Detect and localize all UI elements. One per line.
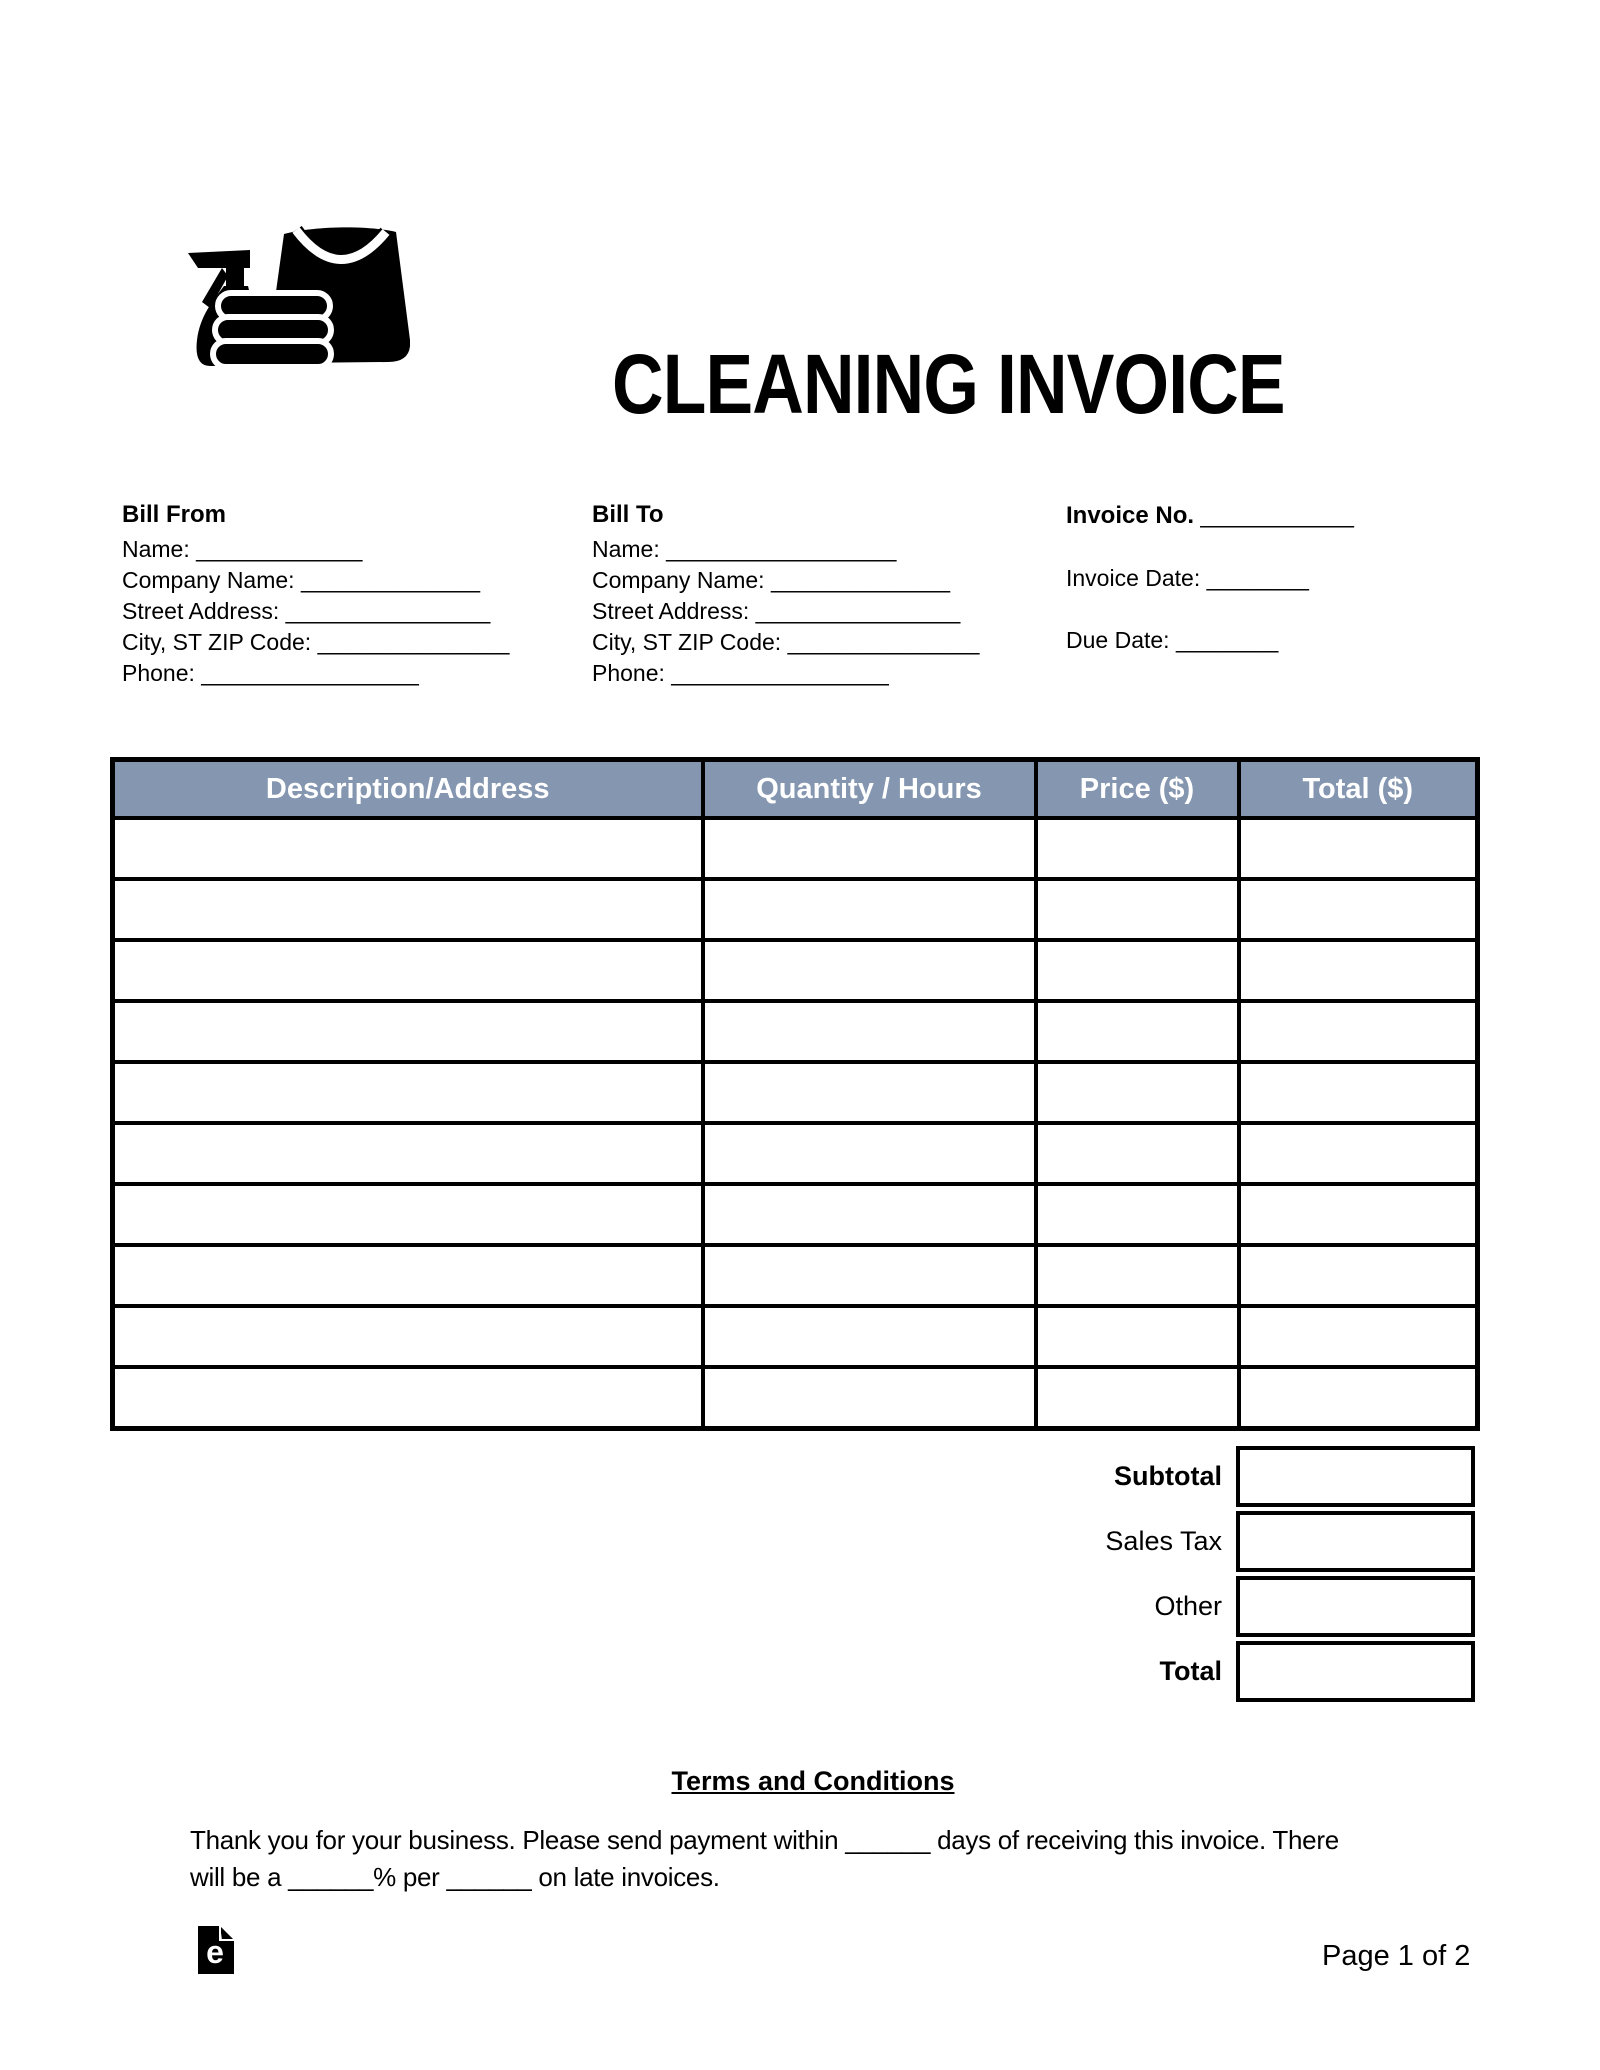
table-row — [113, 879, 1478, 940]
table-cell — [1239, 1245, 1478, 1306]
line-items-body — [113, 818, 1478, 1429]
table-cell — [113, 1367, 703, 1429]
terms-heading: Terms and Conditions — [671, 1766, 955, 1796]
table-cell — [703, 940, 1036, 1001]
bill-from-name: Name: _____________ — [122, 536, 363, 562]
table-cell — [1239, 879, 1478, 940]
bill-to-section — [592, 500, 1032, 689]
bill-from-city: City, ST ZIP Code: _______________ — [122, 629, 510, 655]
table-cell — [1036, 1306, 1239, 1367]
table-row — [113, 1123, 1478, 1184]
invoice-date-field: Invoice Date: ________ — [1066, 565, 1309, 591]
table-cell — [113, 1245, 703, 1306]
other-value-box — [1236, 1576, 1475, 1637]
total-label: Total — [1159, 1656, 1222, 1686]
table-row — [113, 1245, 1478, 1306]
invoice-number-field: Invoice No. ____________ — [1066, 502, 1354, 529]
table-cell — [1239, 1367, 1478, 1429]
table-cell — [703, 1062, 1036, 1123]
table-cell — [1036, 940, 1239, 1001]
table-cell — [1239, 940, 1478, 1001]
table-row — [113, 1367, 1478, 1429]
table-cell — [703, 1367, 1036, 1429]
table-cell — [1036, 1123, 1239, 1184]
table-cell — [1239, 1123, 1478, 1184]
bill-to-city: City, ST ZIP Code: _______________ — [592, 629, 980, 655]
bill-to-heading: Bill To — [592, 501, 664, 528]
sales-tax-value-box — [1236, 1511, 1475, 1572]
table-row — [113, 1184, 1478, 1245]
table-cell — [1239, 1001, 1478, 1062]
table-cell — [1239, 1306, 1478, 1367]
table-cell — [1036, 1367, 1239, 1429]
table-cell — [113, 1184, 703, 1245]
bill-from-section — [122, 500, 562, 689]
cleaning-supplies-logo-icon — [188, 222, 410, 370]
column-header-quantity: Quantity / Hours — [703, 760, 1036, 819]
bill-to-company: Company Name: ______________ — [592, 567, 951, 593]
table-cell — [1036, 818, 1239, 879]
table-row — [113, 818, 1478, 879]
table-cell — [703, 818, 1036, 879]
summary-row-other — [110, 1576, 1475, 1637]
table-cell — [1036, 1184, 1239, 1245]
bill-from-heading: Bill From — [122, 501, 227, 528]
column-header-price: Price ($) — [1036, 760, 1239, 819]
table-cell — [113, 1306, 703, 1367]
column-header-total: Total ($) — [1239, 760, 1478, 819]
summary-section — [110, 1446, 1475, 1706]
table-row — [113, 940, 1478, 1001]
table-row — [113, 1306, 1478, 1367]
table-cell — [703, 1001, 1036, 1062]
subtotal-label: Subtotal — [1114, 1461, 1222, 1491]
table-cell — [1239, 1062, 1478, 1123]
table-header-row — [113, 760, 1478, 819]
table-cell — [1239, 818, 1478, 879]
table-cell — [703, 879, 1036, 940]
bill-to-street: Street Address: ________________ — [592, 598, 961, 624]
table-cell — [113, 940, 703, 1001]
terms-line-1: Thank you for your business. Please send payment within ______ days of receiving this invoice. There — [190, 1825, 1339, 1855]
table-cell — [1036, 1245, 1239, 1306]
table-cell — [1036, 1001, 1239, 1062]
bill-to-name: Name: __________________ — [592, 536, 897, 562]
invoice-meta-section — [1066, 500, 1506, 670]
bill-from-street: Street Address: ________________ — [122, 598, 491, 624]
line-items-table — [110, 757, 1480, 1431]
summary-row-subtotal — [110, 1446, 1475, 1507]
table-cell — [1036, 879, 1239, 940]
table-cell — [113, 818, 703, 879]
terms-line-2: will be a ______% per ______ on late invoices. — [190, 1862, 720, 1892]
table-cell — [1036, 1062, 1239, 1123]
summary-row-total — [110, 1641, 1475, 1702]
bill-from-phone: Phone: _________________ — [122, 660, 419, 686]
total-value-box — [1236, 1641, 1475, 1702]
table-cell — [113, 879, 703, 940]
table-row — [113, 1001, 1478, 1062]
table-cell — [1239, 1184, 1478, 1245]
column-header-description: Description/Address — [113, 760, 703, 819]
page-indicator: Page 1 of 2 — [1322, 1940, 1471, 1972]
sales-tax-label: Sales Tax — [1105, 1526, 1222, 1556]
other-label: Other — [1154, 1591, 1222, 1621]
table-cell — [703, 1123, 1036, 1184]
svg-text:e: e — [206, 1934, 224, 1970]
table-row — [113, 1062, 1478, 1123]
bill-to-phone: Phone: _________________ — [592, 660, 889, 686]
table-cell — [113, 1123, 703, 1184]
table-cell — [113, 1001, 703, 1062]
table-cell — [703, 1245, 1036, 1306]
summary-row-sales-tax — [110, 1511, 1475, 1572]
page-title: CLEANING INVOICE — [612, 337, 1285, 431]
terms-paragraph — [190, 1822, 1339, 1896]
eforms-logo-icon — [198, 1926, 234, 1974]
due-date-field: Due Date: ________ — [1066, 627, 1279, 653]
table-cell — [703, 1306, 1036, 1367]
table-cell — [703, 1184, 1036, 1245]
table-cell — [113, 1062, 703, 1123]
subtotal-value-box — [1236, 1446, 1475, 1507]
bill-from-company: Company Name: ______________ — [122, 567, 481, 593]
